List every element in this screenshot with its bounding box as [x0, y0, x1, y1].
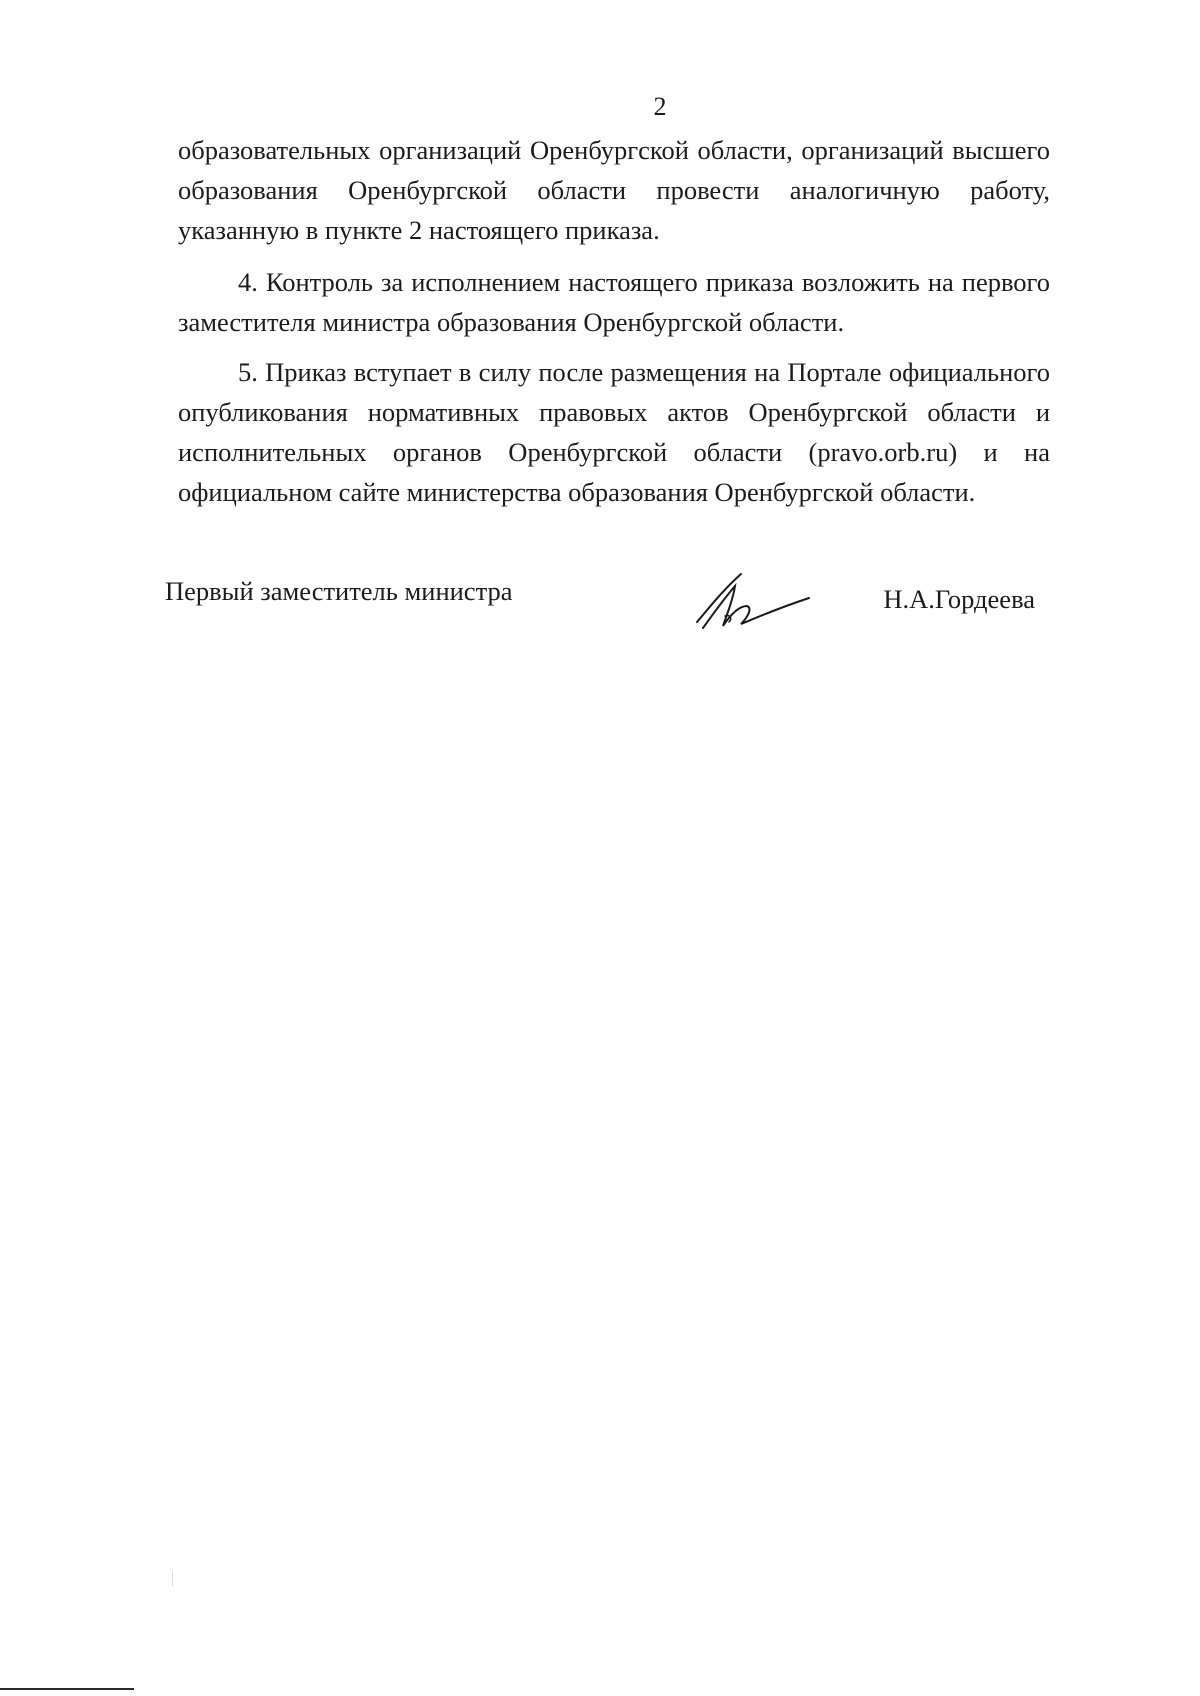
- signatory-name: Н.А.Гордеева: [883, 584, 1035, 614]
- signatory-position: Первый заместитель министра: [165, 576, 513, 606]
- footer-rule: [0, 1688, 134, 1690]
- page-number: 2: [653, 92, 667, 121]
- paragraph-5: [178, 352, 1050, 512]
- paragraph-continuation-text: образовательных организаций Оренбургской области, организаций высшего образования Оренбургской области провести аналогичную работу, указанную в пункте 2 настоящего приказа.: [178, 135, 1050, 245]
- paragraph-4-text: 4. Контроль за исполнением настоящего приказа возложить на первого заместителя министра образования Оренбургской области.: [178, 267, 1050, 337]
- paragraph-continuation: [178, 130, 1050, 250]
- signature-block: [165, 570, 1035, 660]
- paragraph-5-text: 5. Приказ вступает в силу после размещения на Портале официального опубликования нормативных правовых актов Оренбургской области и исполнительных органов Оренбургской области (pravo.orb.ru) и на официальном сайте министерства образования Оренбургской области.: [178, 357, 1050, 507]
- handwritten-signature-icon: [683, 570, 813, 640]
- paragraph-4: [178, 262, 1050, 342]
- scan-artifact: [172, 1572, 173, 1586]
